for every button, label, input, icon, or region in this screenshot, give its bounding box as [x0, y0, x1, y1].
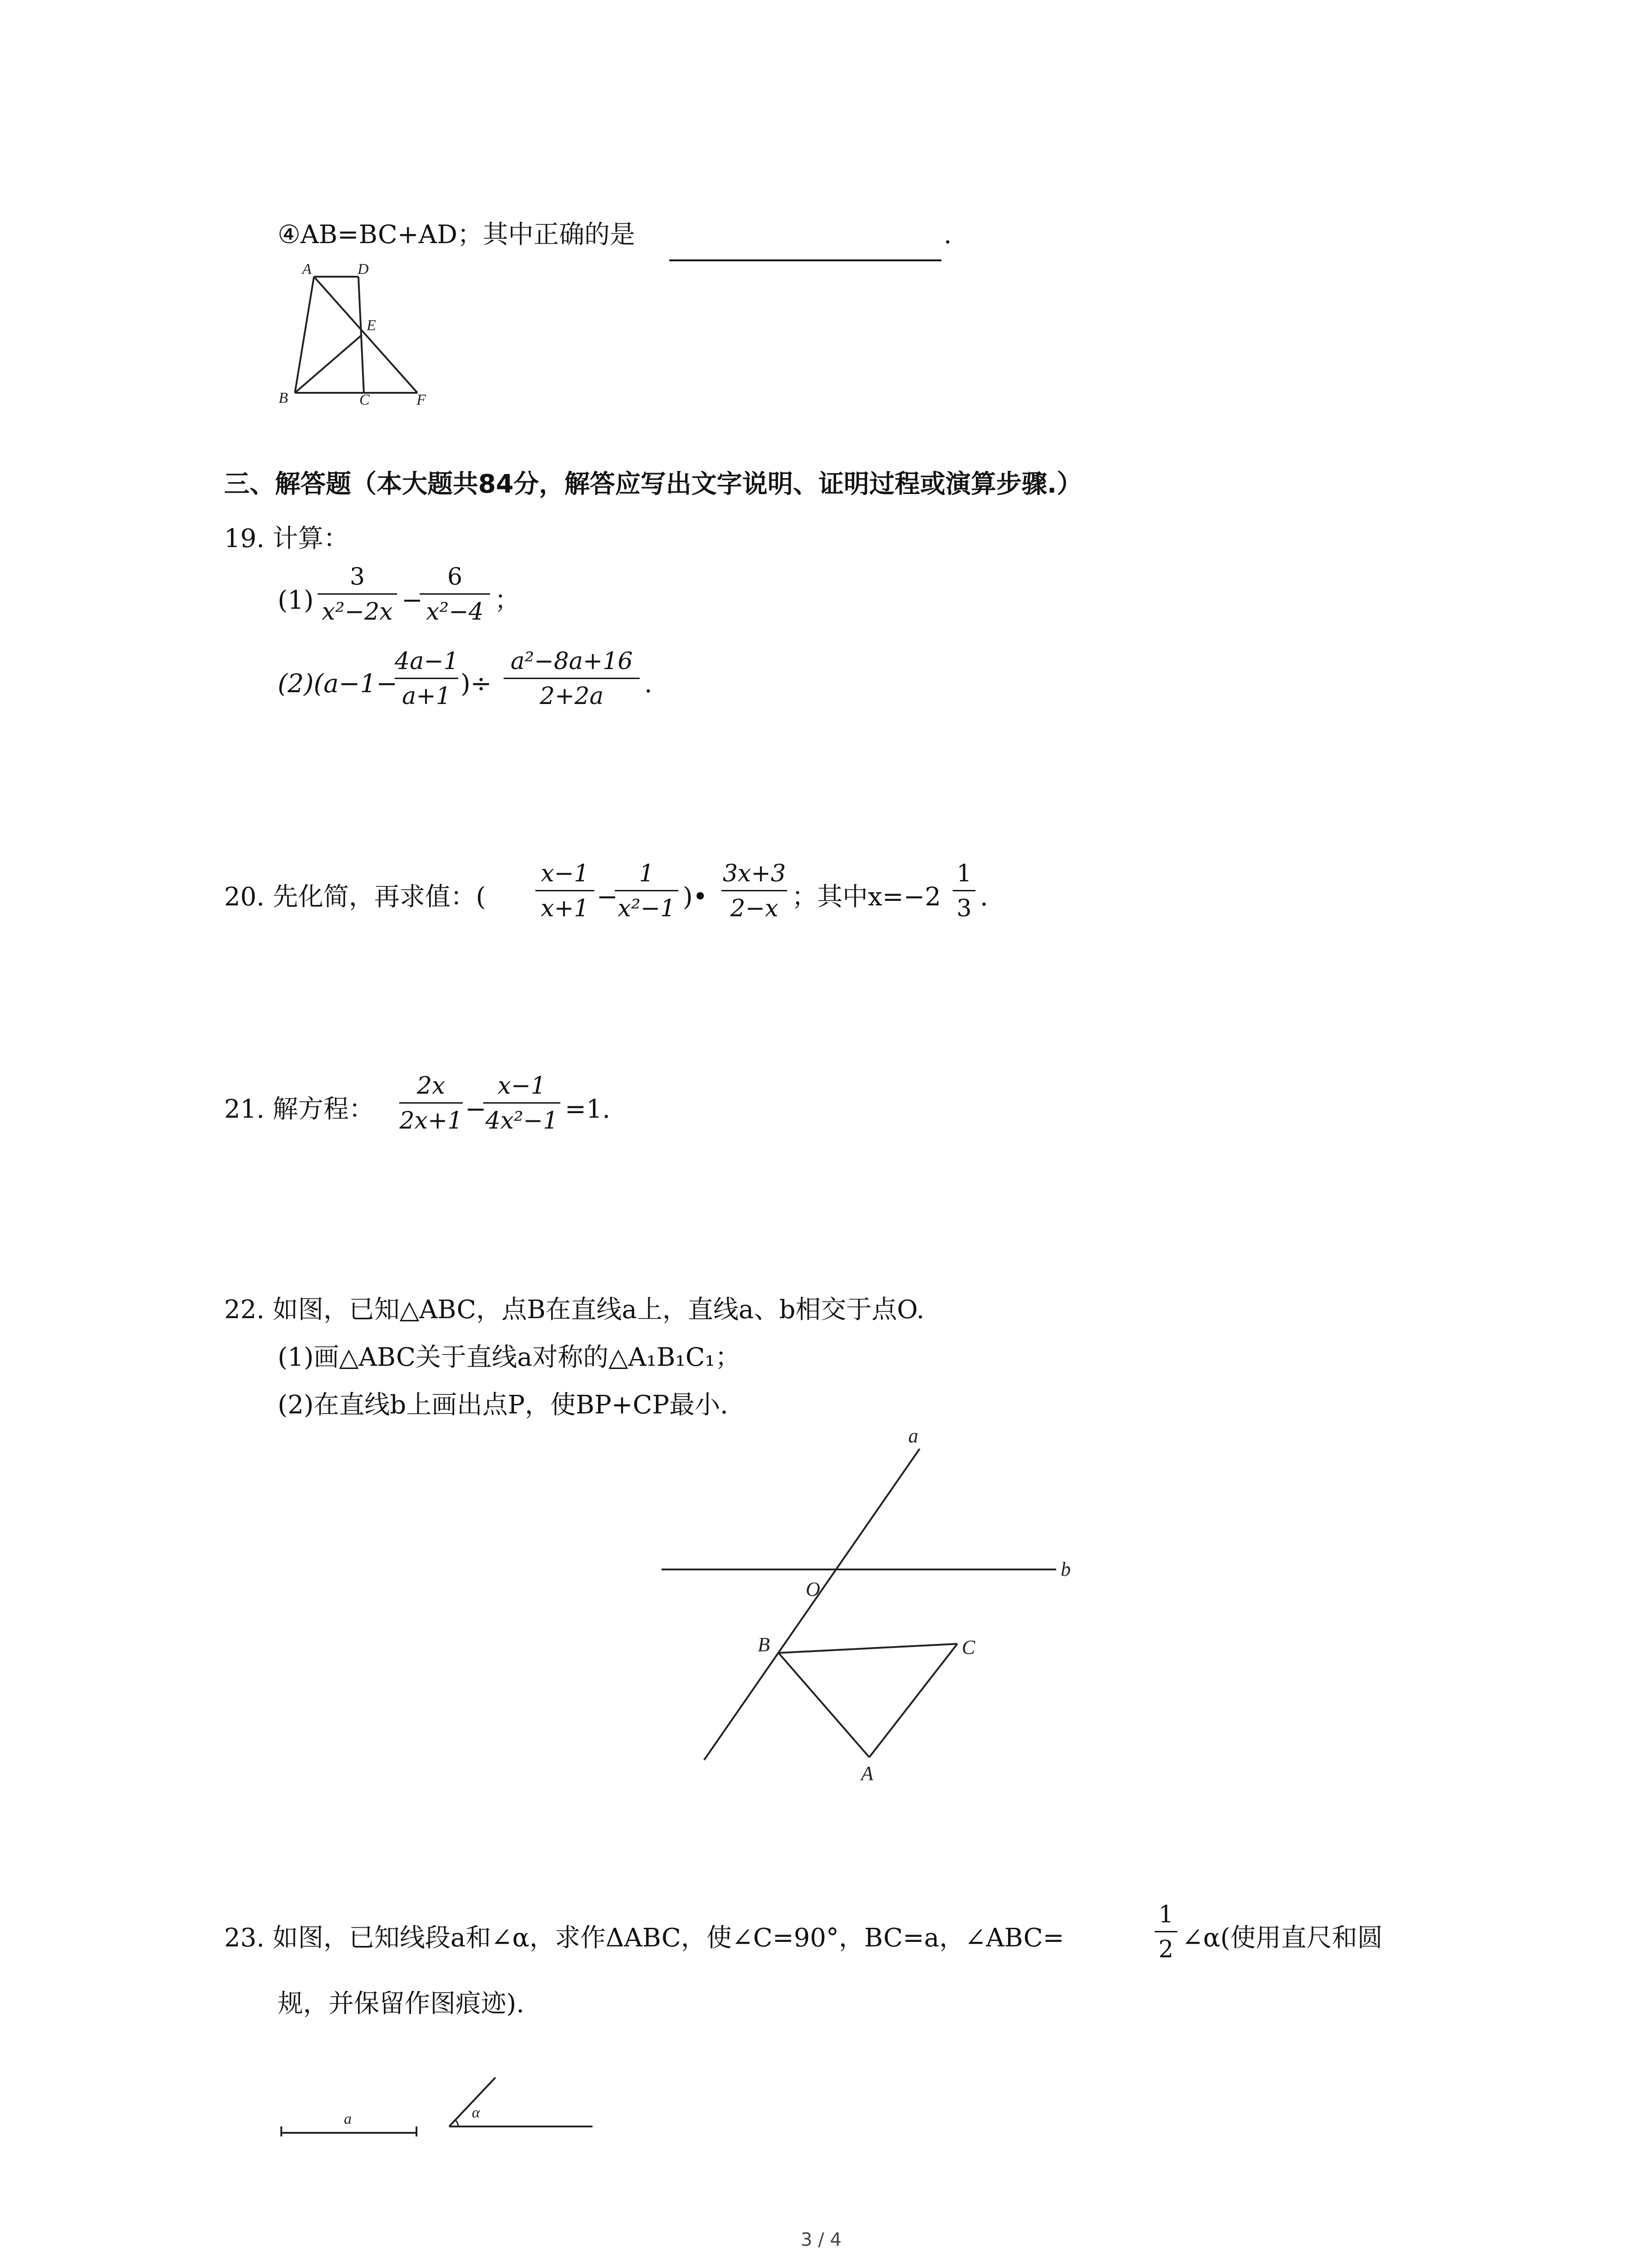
q21-frac2-num: x−1: [498, 1072, 546, 1100]
q20-frac4-den: 3: [956, 895, 972, 922]
q22-line1: 22. 如图，已知△ABC，点B在直线a上，直线a、b相交于点O.: [224, 1295, 925, 1325]
q19-p2-frac1-den: a+1: [402, 683, 451, 710]
q21-frac1-num: 2x: [416, 1072, 446, 1100]
section-heading: 三、解答题（本大题共84分，解答应写出文字说明、证明过程或演算步骤.）: [224, 469, 1083, 499]
fig22-segment-ca: [869, 1644, 957, 1757]
q20-frac4-num: 1: [956, 860, 972, 887]
fig18-label-c: C: [359, 391, 370, 408]
q19-p1-frac1-den: x²−2x: [322, 598, 393, 626]
q19-p2-frac1: [395, 650, 458, 708]
q19-p2-frac2: [504, 650, 640, 708]
fig22-label-c: C: [962, 1636, 975, 1658]
q19-p2-end: .: [644, 669, 652, 699]
q20-frac1-den: x+1: [541, 895, 589, 922]
q23-line1-b: ∠α(使用直尺和圆: [1182, 1923, 1383, 1953]
q21-frac2: [483, 1074, 560, 1133]
q19-p1-frac2-den: x²−4: [426, 598, 484, 626]
q22-line3: (2)在直线b上画出点P，使BP+CP最小.: [278, 1390, 728, 1420]
fig22-label-o: O: [806, 1578, 820, 1600]
figure-trapezoid: [272, 259, 445, 408]
q22-line2: (1)画△ABC关于直线a对称的△A₁B₁C₁；: [278, 1343, 741, 1372]
q23-line1-a: 23. 如图，已知线段a和∠α，求作ΔABC，使∠C=90°，BC=a，∠ABC=: [224, 1923, 1064, 1953]
q19-p1-end: ；: [495, 586, 520, 615]
q18-end: .: [944, 220, 952, 249]
fig22-label-b-line: b: [1061, 1558, 1071, 1580]
fig22-label-b: B: [758, 1633, 770, 1656]
fig22-line-a: [704, 1449, 920, 1760]
fig18-segment-be: [295, 335, 362, 393]
q20-prefix: 20. 先化简，再求值：(: [224, 882, 486, 912]
q21-minus: −: [465, 1095, 486, 1124]
fig18-label-d: D: [358, 261, 369, 278]
q21-frac2-den: 4x²−1: [485, 1107, 558, 1134]
q19-p2-frac2-num: a²−8a+16: [510, 648, 633, 675]
q19-p1-frac1-num: 3: [349, 563, 365, 591]
q20-frac2-num: 1: [639, 860, 654, 887]
q20-frac2: [615, 862, 678, 920]
fig18-label-e: E: [367, 317, 376, 334]
q19-p2-frac1-num: 4a−1: [395, 648, 459, 675]
page-number: 3 / 4: [801, 2229, 842, 2250]
q19-p2-mid: )÷: [460, 669, 492, 699]
q20-frac4: [953, 862, 975, 920]
q20-frac1: [535, 862, 594, 920]
fig22-label-a: A: [861, 1762, 873, 1783]
q19-title: 19. 计算：: [224, 524, 349, 553]
fig23-label-alpha: α: [472, 2104, 480, 2121]
fig18-label-b: B: [279, 390, 288, 406]
answer-blank: [669, 259, 941, 261]
q19-p1-frac2: [420, 565, 490, 624]
figure-lines-triangle: [644, 1424, 1089, 1783]
fig18-segment-af: [314, 277, 417, 393]
q20-frac3: [721, 862, 787, 920]
q18-item4: ④AB=BC+AD；其中正确的是: [278, 220, 636, 249]
q21-frac1: [399, 1074, 463, 1133]
q19-p2-label: (2)(a−1−: [278, 669, 398, 699]
fig22-label-a-line: a: [908, 1425, 918, 1447]
q20-frac1-num: x−1: [541, 860, 589, 887]
q23-frac: [1155, 1903, 1177, 1961]
q23-frac-den: 2: [1158, 1936, 1174, 1963]
q23-line2: 规，并保留作图痕迹).: [278, 1989, 524, 2019]
fig23-angle-arc: [456, 2120, 458, 2126]
fig23-label-a: a: [344, 2111, 352, 2127]
fig22-segment-bc: [779, 1644, 957, 1653]
q20-end: .: [980, 882, 988, 912]
q19-p1-minus: −: [402, 586, 423, 615]
q21-frac1-den: 2x+1: [399, 1107, 463, 1134]
fig18-label-f: F: [416, 391, 426, 408]
q20-minus: −: [597, 882, 618, 912]
q23-frac-num: 1: [1158, 1901, 1174, 1928]
q19-p1-frac2-num: 6: [447, 563, 463, 591]
q21-prefix: 21. 解方程：: [224, 1095, 374, 1124]
q20-frac3-num: 3x+3: [722, 860, 786, 887]
fig18-label-a: A: [302, 261, 312, 278]
fig22-segment-ab: [779, 1653, 869, 1757]
q20-frac2-den: x²−1: [617, 895, 676, 922]
q20-mid: ；其中x=−2: [792, 882, 941, 912]
figure-segment-angle: [272, 2073, 599, 2155]
q19-p1-frac1: [318, 565, 397, 624]
q20-frac3-den: 2−x: [730, 895, 779, 922]
q19-p1-label: (1): [278, 586, 314, 615]
q19-p2-frac2-den: 2+2a: [539, 683, 604, 710]
q20-dot: )•: [683, 882, 708, 912]
fig18-segment-ab: [295, 277, 314, 393]
q21-end: =1.: [565, 1095, 611, 1124]
